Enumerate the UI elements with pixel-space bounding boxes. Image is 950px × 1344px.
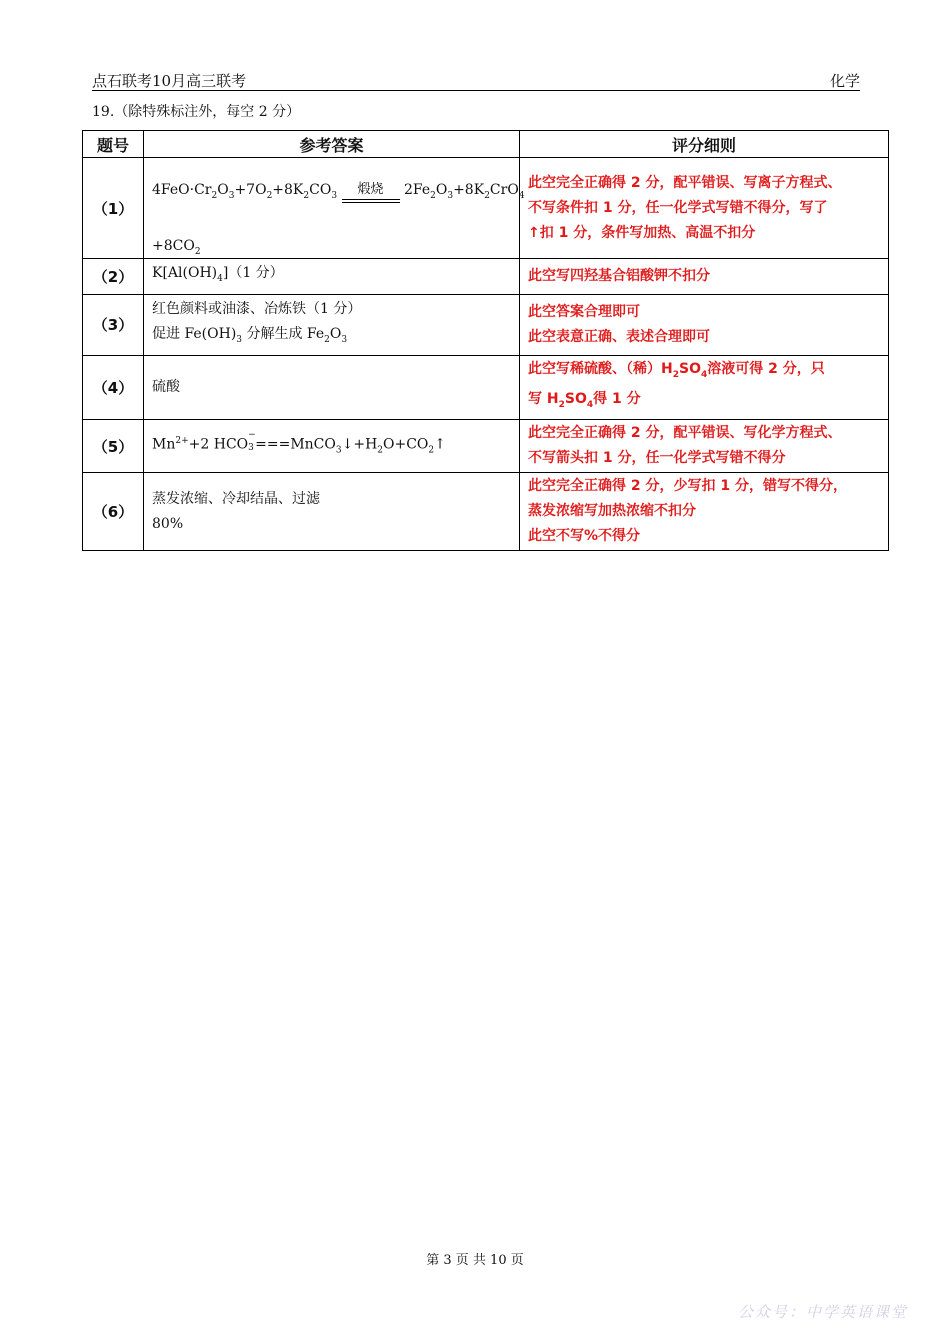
page-header	[92, 68, 860, 91]
watermark: 公众号：中学英语课堂	[737, 1303, 908, 1321]
rules-cell: 此空答案合理即可 此空表意正确、表述合理即可	[520, 294, 889, 355]
header-rules: 评分细则	[520, 131, 889, 158]
row-number: （4）	[83, 355, 144, 420]
table-row	[83, 473, 889, 551]
table-row	[83, 259, 889, 295]
table-row	[83, 294, 889, 355]
rules-cell: 此空写稀硫酸、（稀）$H_2SO_4$溶液可得 2 分，只 写 $H_2SO_4$得 1 分	[520, 355, 889, 420]
grading-table	[82, 130, 889, 551]
equation-1: $4FeO\cdot Cr_2O_3+7O_2+8K_2CO_3$ 煅烧 $2Fe_2O_3+8K_2CrO_4$ $+8CO_2$	[152, 181, 525, 257]
row-number: （3）	[83, 294, 144, 355]
exam-title: 点石联考10月高三联考	[92, 72, 247, 90]
row-number: （5）	[83, 420, 144, 473]
table-row	[83, 420, 889, 473]
reaction-condition: 煅烧	[342, 199, 400, 209]
table-row	[83, 355, 889, 420]
header-answer: 参考答案	[144, 131, 520, 158]
rules-cell: 此空完全正确得 2 分，配平错误、写离子方程式、 不写条件扣 1 分，任一化学式写错不得分，写了 ↑扣 1 分，条件写加热、高温不扣分	[520, 158, 889, 259]
table-row	[83, 158, 889, 259]
page-footer: 第 3 页 共 10 页	[426, 1253, 524, 1268]
row-number: （2）	[83, 259, 144, 295]
rules-cell: 此空完全正确得 2 分，配平错误、写化学方程式、 不写箭头扣 1 分，任一化学式写错不得分	[520, 420, 889, 473]
answer-cell: 红色颜料或油漆、冶炼铁（1 分） 促进 $Fe(OH)_3$ 分解生成 $Fe_2O_3$	[144, 294, 520, 355]
row-number: （6）	[83, 473, 144, 551]
subject-label: 化学	[829, 72, 860, 90]
answer-cell: 蒸发浓缩、冷却结晶、过滤 80%	[144, 473, 520, 551]
header-number: 题号	[83, 131, 144, 158]
question-title: 19.（除特殊标注外，每空 2 分）	[92, 104, 301, 120]
rules-cell: 此空完全正确得 2 分，少写扣 1 分，错写不得分， 蒸发浓缩写加热浓缩不扣分 此空不写%不得分	[520, 473, 889, 551]
rules-cell: 此空写四羟基合铝酸钾不扣分	[520, 259, 889, 295]
row-number: （1）	[83, 158, 144, 259]
answer-cell: $Mn^{2+}+2$ HCO − 3 $===MnCO_3↓+H_2O+CO_2↑$	[144, 420, 520, 473]
table-header-row	[83, 131, 889, 158]
answer-cell: $K[Al(OH)_4](1$ 分）	[144, 259, 520, 295]
answer-cell	[144, 158, 525, 259]
answer-cell: 硫酸	[144, 355, 520, 420]
